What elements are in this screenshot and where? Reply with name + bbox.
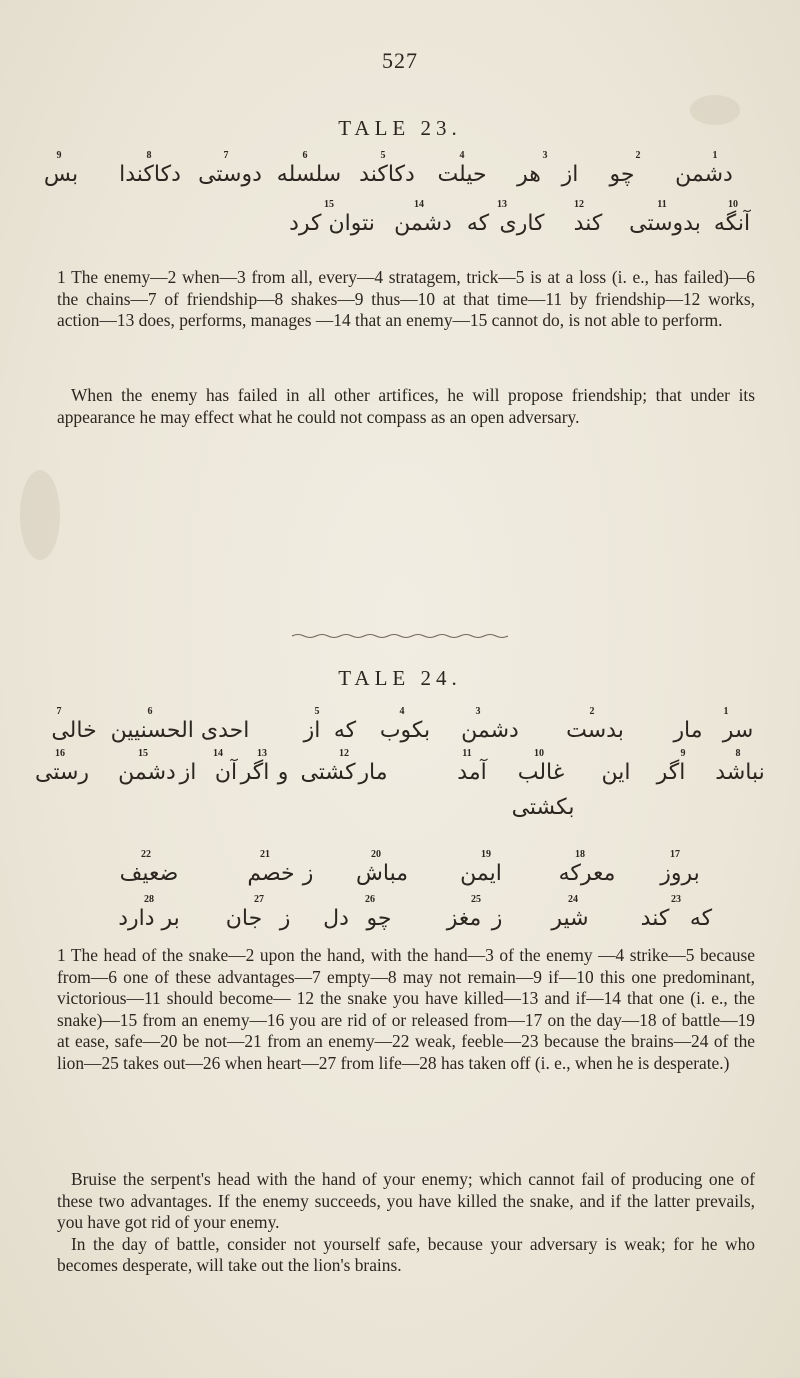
word-number: 12 (339, 748, 349, 759)
persian-word: مباش (356, 861, 408, 886)
persian-word: سلسله (276, 162, 342, 187)
persian-word: ایمن (460, 861, 502, 886)
persian-word: آنگه (713, 211, 751, 236)
word-number: 20 (371, 849, 381, 860)
page-number: 527 (382, 48, 418, 73)
tale-24-heading: TALE 24. (338, 666, 462, 690)
tale-24-persian-row-2 (0, 760, 800, 790)
word-number: 28 (144, 894, 154, 905)
tale-23-heading: TALE 23. (338, 116, 462, 140)
persian-word: مغز (446, 906, 482, 931)
word-number: 5 (314, 706, 320, 717)
word-number: 11 (462, 748, 472, 759)
word-number: 15 (138, 748, 148, 759)
tale-24-persian-row-2-sub (0, 795, 800, 825)
persian-word: دوستی (198, 162, 262, 187)
persian-word: دشمن (118, 760, 176, 785)
tale-24-persian-row-1 (0, 718, 800, 748)
persian-word: سر (722, 718, 754, 743)
persian-word: آمد (457, 760, 487, 785)
word-number: 19 (481, 849, 491, 860)
tale-24-translation (57, 1169, 755, 1277)
persian-word: خالی (51, 718, 97, 743)
persian-word: کاری (499, 211, 545, 236)
persian-word: آن (214, 760, 238, 785)
persian-word: از (179, 760, 197, 785)
persian-word: دکاکند (359, 162, 415, 187)
word-number: 7 (56, 706, 62, 717)
word-number: 13 (497, 199, 507, 210)
word-number: 8 (146, 150, 152, 161)
tale-23-persian-row-1 (0, 162, 800, 192)
persian-word: بکشتی (511, 795, 575, 820)
word-number: 14 (414, 199, 424, 210)
persian-word: کند (573, 211, 603, 236)
word-number: 17 (670, 849, 680, 860)
divider-ornament (290, 632, 510, 640)
word-number: 7 (223, 150, 229, 161)
persian-word: ز (491, 906, 503, 931)
word-number: 15 (324, 199, 334, 210)
persian-word: دکاکندا (119, 162, 181, 187)
persian-word: از (561, 162, 579, 187)
word-number: 27 (254, 894, 264, 905)
word-number: 2 (635, 150, 641, 161)
persian-word: چو (366, 906, 392, 931)
persian-word: بروز (660, 861, 700, 886)
tale-24-glossary: 1 The head of the snake—2 upon the hand, with the hand—3 of the enemy —4 strike—5 because from—6 one of these advantages—7 empty—8 may not remain—9 if—10 this one predominant, victorious—11 should become— 12 the snake you have killed—13 and if—14 that one (i. e., the snake)—15 from an enemy—16 you are rid of or released from—17 on the day—18 of battle—19 at ease, safe—20 be not—21 from an enemy—22 weak, feeble—23 because the brains—24 of the lion—25 takes out—26 when heart—27 from life—28 has taken off (i. e., when he is desperate.) (57, 945, 755, 1073)
word-number: 1 (712, 150, 718, 161)
persian-word: بر دارد (118, 906, 180, 931)
persian-word: بدوستی (629, 211, 701, 236)
tale-24-persian-row-3 (0, 861, 800, 891)
persian-word: خصم (247, 861, 295, 886)
word-number: 18 (575, 849, 585, 860)
persian-word: کند (640, 906, 670, 931)
persian-word: ضعیف (119, 861, 179, 886)
persian-word: جان (225, 906, 263, 931)
paper-stain (20, 470, 60, 560)
word-number: 4 (459, 150, 465, 161)
persian-word: دل (323, 906, 349, 931)
word-number: 1 (723, 706, 729, 717)
word-number: 6 (147, 706, 153, 717)
translation-paragraph: Bruise the serpent's head with the hand of your enemy; which cannot fail of producing one of these two advantages. If the enemy succeeds, you have killed the snake, and if the latter prevails, you have got rid of your enemy. (57, 1169, 755, 1233)
persian-word: اگر (240, 760, 270, 785)
word-number: 10 (728, 199, 738, 210)
persian-word: بدست (566, 718, 624, 743)
persian-word: بکوب (379, 718, 431, 743)
word-number: 9 (56, 150, 62, 161)
persian-word: نباشد (715, 760, 765, 785)
persian-word: و (277, 760, 289, 785)
persian-word: کشتی (300, 760, 356, 785)
persian-word: حیلت (437, 162, 487, 187)
persian-word: که (689, 906, 713, 931)
persian-word: این (601, 760, 631, 785)
persian-word: دشمن (394, 211, 452, 236)
persian-word: که (333, 718, 357, 743)
word-number: 3 (475, 706, 481, 717)
word-number: 25 (471, 894, 481, 905)
persian-word: مار (358, 760, 388, 785)
persian-word: معرکه (558, 861, 616, 886)
word-number: 6 (302, 150, 308, 161)
word-number: 26 (365, 894, 375, 905)
translation-paragraph: In the day of battle, consider not yourself safe, because your adversary is weak; for he who becomes desperate, will take out the lion's brains. (57, 1233, 755, 1276)
tale-23-glossary: 1 The enemy—2 when—3 from all, every—4 stratagem, trick—5 is at a loss (i. e., has failed)—6 the chains—7 of friendship—8 shakes—9 thus—10 at that time—11 by friendship—12 works, action—13 does, performs, manages —14 that an enemy—15 cannot do, is not able to perform. (57, 267, 755, 331)
persian-word: دشمن (675, 162, 733, 187)
persian-word: احدی الحسنیین (110, 718, 250, 743)
word-number: 9 (680, 748, 686, 759)
word-number: 4 (399, 706, 405, 717)
persian-word: که (466, 211, 490, 236)
word-number: 3 (542, 150, 548, 161)
tale-24-persian-row-4 (0, 906, 800, 936)
persian-word: هر (517, 162, 541, 187)
word-number: 16 (55, 748, 65, 759)
persian-word: چو (609, 162, 635, 187)
tale-23-translation (57, 385, 755, 428)
word-number: 2 (589, 706, 595, 717)
word-number: 22 (141, 849, 151, 860)
word-number: 5 (380, 150, 386, 161)
word-number: 8 (735, 748, 741, 759)
word-number: 23 (671, 894, 681, 905)
persian-word: ز (279, 906, 291, 931)
word-number: 12 (574, 199, 584, 210)
persian-word: نتوان کرد (289, 211, 375, 236)
translation-paragraph: When the enemy has failed in all other artifices, he will propose friendship; that under its appearance he may effect what he could not compass as an open adversary. (57, 385, 755, 427)
word-number: 21 (260, 849, 270, 860)
word-number: 14 (213, 748, 223, 759)
word-number: 10 (534, 748, 544, 759)
persian-word: شیر (551, 906, 589, 931)
persian-word: دشمن (461, 718, 519, 743)
word-number: 13 (257, 748, 267, 759)
persian-word: غالب (517, 760, 565, 785)
persian-word: مار (673, 718, 703, 743)
persian-word: بس (43, 162, 79, 187)
persian-word: ز (302, 861, 314, 886)
word-number: 24 (568, 894, 578, 905)
persian-word: رستی (34, 760, 90, 785)
persian-word: از (303, 718, 321, 743)
tale-23-persian-row-2 (0, 211, 800, 241)
persian-word: اگر (656, 760, 686, 785)
word-number: 11 (657, 199, 667, 210)
